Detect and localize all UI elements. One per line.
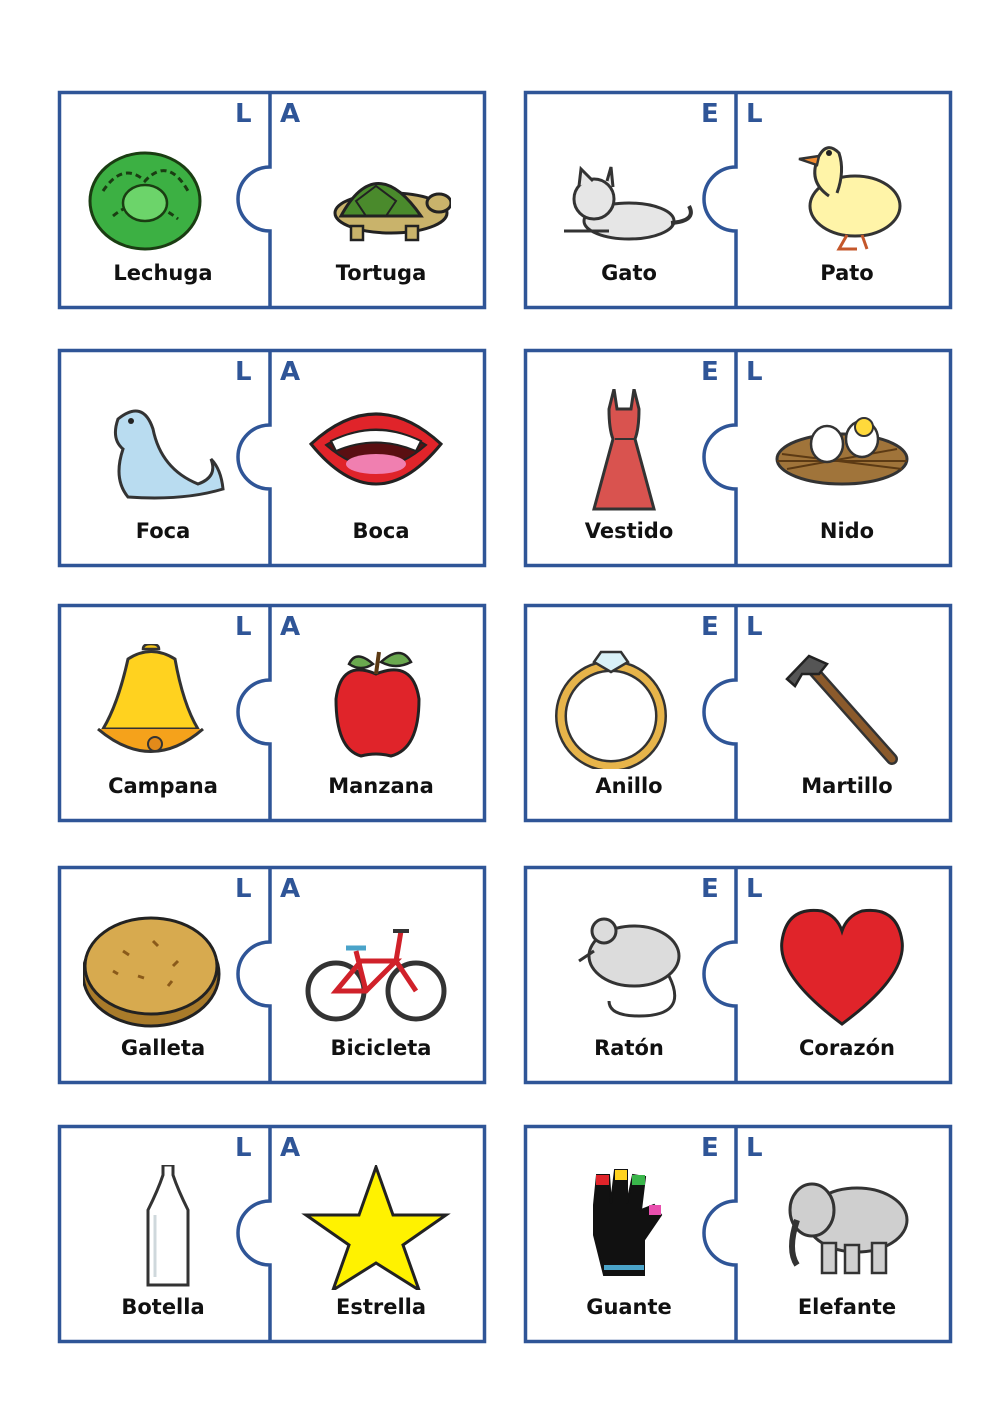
puzzle-card [58,1125,486,1343]
left-word: Ratón [594,1036,664,1060]
hammer-icon [767,644,917,769]
bicycle-icon [301,906,451,1031]
right-word: Bicicleta [330,1036,432,1060]
ring-icon [549,644,699,769]
heart-icon [767,906,917,1031]
right-word: Nido [819,519,875,543]
left-letter: E [701,874,719,904]
dress-icon [549,389,699,514]
bell-icon [83,644,233,769]
apple-icon [301,644,451,769]
mouth-icon [301,389,451,514]
left-letter: L [235,874,252,904]
star-icon [301,1165,451,1290]
right-letter: A [280,874,301,904]
lettuce-icon [83,131,233,256]
duck-icon [767,131,917,256]
right-word: Tortuga [335,261,427,285]
glove-icon [549,1165,699,1290]
left-letter: E [701,1133,719,1163]
left-word: Botella [121,1295,205,1319]
left-letter: E [701,612,719,642]
puzzle-card [524,349,952,567]
right-word: Manzana [328,774,434,798]
left-word: Anillo [595,774,663,798]
right-letter: L [746,99,763,129]
cookie-icon [83,906,233,1031]
left-letter: L [235,612,252,642]
right-word: Boca [352,519,410,543]
cat-icon [549,131,699,256]
right-word: Pato [820,261,874,285]
left-word: Foca [135,519,191,543]
left-letter: L [235,1133,252,1163]
right-word: Martillo [801,774,893,798]
right-letter: A [280,1133,301,1163]
left-letter: L [235,99,252,129]
left-word: Lechuga [113,261,213,285]
right-letter: A [280,357,301,387]
left-letter: E [701,357,719,387]
bottle-icon [83,1165,233,1290]
left-word: Galleta [120,1036,206,1060]
elephant-icon [767,1165,917,1290]
right-letter: L [746,1133,763,1163]
left-letter: L [235,357,252,387]
puzzle-card [58,91,486,309]
right-word: Corazón [799,1036,895,1060]
left-word: Campana [108,774,218,798]
left-word: Vestido [584,519,674,543]
puzzle-card [58,866,486,1084]
puzzle-card [524,1125,952,1343]
right-letter: L [746,874,763,904]
puzzle-card [524,91,952,309]
puzzle-card [524,866,952,1084]
right-word: Estrella [335,1295,427,1319]
turtle-icon [301,131,451,256]
right-word: Elefante [797,1295,897,1319]
puzzle-card [524,604,952,822]
right-letter: L [746,357,763,387]
left-word: Guante [586,1295,672,1319]
seal-icon [83,389,233,514]
right-letter: L [746,612,763,642]
right-letter: A [280,612,301,642]
puzzle-card [58,604,486,822]
nest-icon [767,389,917,514]
right-letter: A [280,99,301,129]
left-word: Gato [601,261,657,285]
puzzle-card [58,349,486,567]
left-letter: E [701,99,719,129]
mouse-icon [549,906,699,1031]
